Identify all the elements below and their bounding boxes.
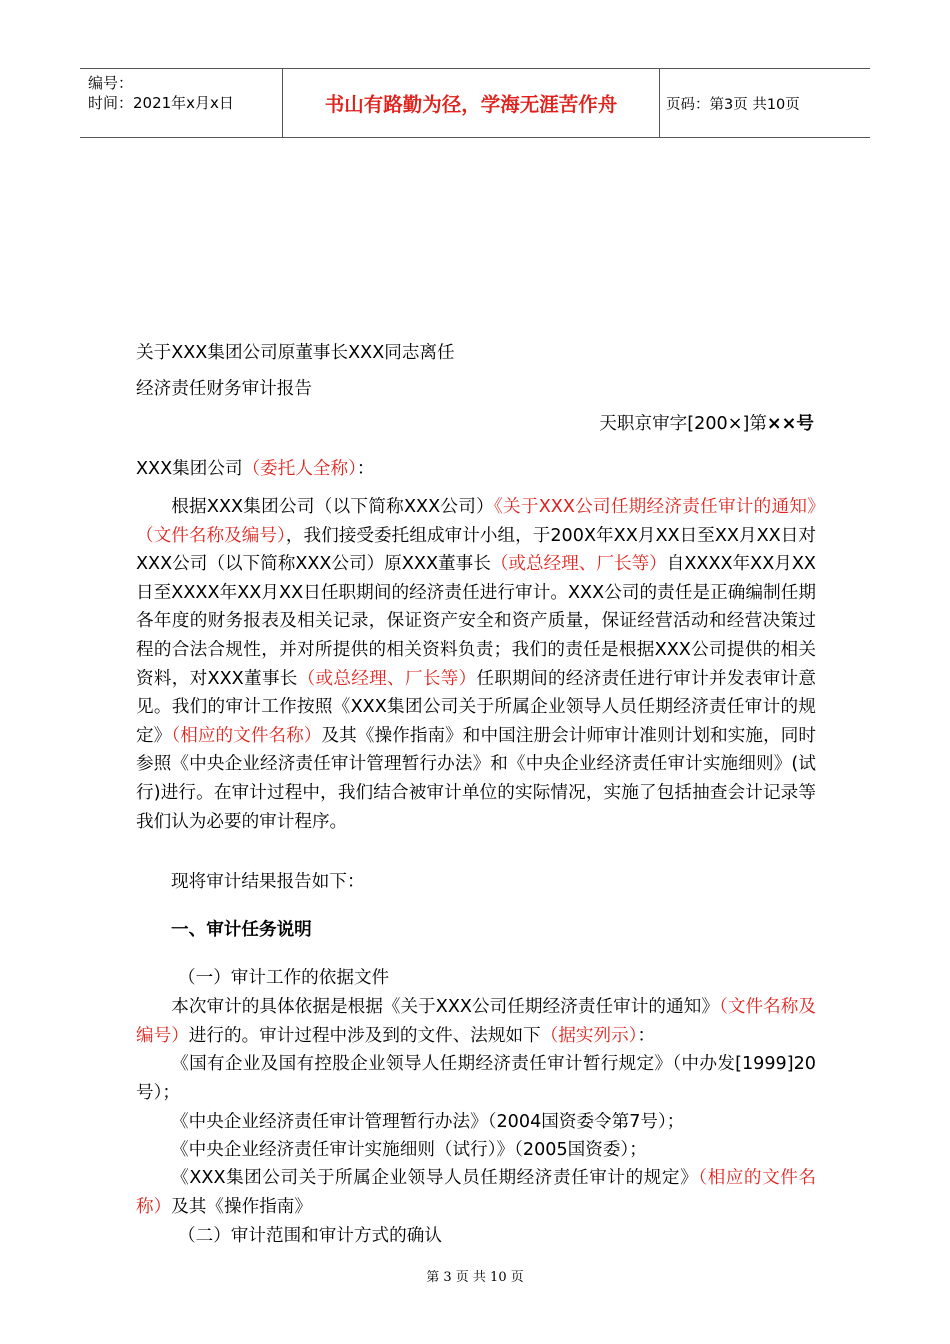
highlight-text: （相应的文件名称） xyxy=(136,1168,816,1217)
basis-paragraph xyxy=(136,993,816,1050)
header-page-info: 页码：第3页 共10页 xyxy=(666,97,800,113)
highlight-text: （或总经理、厂长等） xyxy=(490,554,667,575)
highlight-text: （相应的文件名称） xyxy=(171,725,322,746)
regulation-item-4 xyxy=(136,1164,816,1221)
highlight-text: （或总经理、厂长等） xyxy=(297,668,477,689)
page-footer: 第 3 页 共 10 页 xyxy=(426,1270,524,1285)
header-meta xyxy=(88,73,234,113)
document-number-prefix: 天职京审字[200×]第 xyxy=(599,414,767,434)
header-time: 时间：2021年x月x日 xyxy=(88,94,234,112)
body-text: 任职期间的经济责任进行审计并发表审计意见。我们的审计工作按照《XXX集团公司关于所属企业领导人员任期经济责任审计的规定》 xyxy=(136,668,816,746)
body-text: ： xyxy=(637,1025,656,1046)
body-text: 进行的。审计过程中涉及到的文件、法规如下 xyxy=(188,1025,541,1046)
document-number xyxy=(599,411,814,437)
report-lead: 现将审计结果报告如下： xyxy=(171,872,365,892)
subsection-heading-1: （一）审计工作的依据文件 xyxy=(178,968,390,988)
highlight-text: （文件名称及编号） xyxy=(136,997,816,1046)
highlight-text: 《关于XXX公司任期经济责任审计的通知》（文件名称及编号） xyxy=(136,497,816,546)
regulation-item-3: 《中央企业经济责任审计实施细则（试行）》（2005国资委）； xyxy=(171,1140,647,1160)
report-title-line2: 经济责任财务审计报告 xyxy=(136,379,312,399)
document-number-suffix: ××号 xyxy=(766,414,814,434)
body-text: 及其《操作指南》和中国注册会计师审计准则计划和实施，同时参照《中央企业经济责任审计管理暂行办法》和《中央企业经济责任审计实施细则》(试行)进行。在审计过程中，我们结合被审计单位的实际情况，实施了包括抽查会计记录等我们认为必要的审计程序。 xyxy=(136,725,816,832)
body-text: ，我们接受委托组成审计小组，于200X年XX月XX日至XX月XX日对XXX公司（以下简称XXX公司）原XXX董事长 xyxy=(136,525,816,575)
intro-paragraph xyxy=(136,493,816,836)
header-motto: 书山有路勤为径，学海无涯苦作舟 xyxy=(282,69,660,137)
subsection-heading-2: （二）审计范围和审计方式的确认 xyxy=(178,1226,442,1246)
header-number: 编号： xyxy=(88,74,134,92)
body-text: 自XXXX年XX月XX日至XXXX年XX月XX日任职期间的经济责任进行审计。XXX公司的责任是正确编制任期各年度的财务报表及相关记录，保证资产安全和资产质量，保证经营活动和经营决策过程的合法合规性，并对所提供的相关资料负责；我们的责任是根据XXX公司提供的相关资料，对XXX董事长 xyxy=(136,554,816,689)
body-text: 根据XXX集团公司（以下简称XXX公司） xyxy=(171,497,494,517)
section-heading-1: 一、审计任务说明 xyxy=(171,920,312,940)
body-text: 《XXX集团公司关于所属企业领导人员任期经济责任审计的规定》 xyxy=(171,1168,699,1188)
addressee-note: （委托人全称） xyxy=(242,459,357,479)
addressee-colon: ： xyxy=(356,459,375,479)
report-title-line1: 关于XXX集团公司原董事长XXX同志离任 xyxy=(136,343,455,363)
body-text: 本次审计的具体依据是根据《关于XXX公司任期经济责任审计的通知》 xyxy=(171,997,719,1017)
addressee-name: XXX集团公司 xyxy=(136,459,243,479)
addressee xyxy=(136,456,375,482)
page-header xyxy=(80,68,870,138)
body-text: 及其《操作指南》 xyxy=(171,1196,312,1217)
highlight-text: （据实列示） xyxy=(540,1025,638,1046)
regulation-item-2: 《中央企业经济责任审计管理暂行办法》（2004国资委令第7号）； xyxy=(171,1112,685,1132)
regulation-item-1: 《国有企业及国有控股企业领导人任期经济责任审计暂行规定》（中办发[1999]20号）； xyxy=(136,1054,816,1103)
